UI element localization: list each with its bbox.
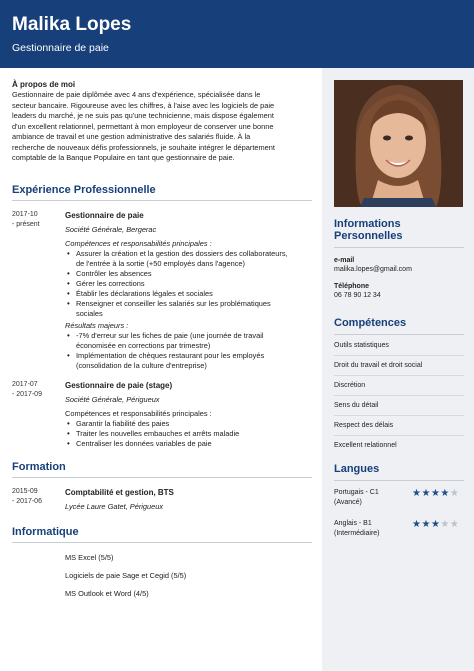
info-title-line: Personnelles	[334, 230, 403, 242]
divider	[334, 480, 464, 481]
list-item: • Établir les déclarations légales et sociales	[65, 289, 312, 299]
about-line: Gestionnaire de paie diplômée avec 4 ans d'expérience, spécialisée dans le	[12, 90, 261, 99]
experience-entry	[12, 210, 312, 371]
language-name	[334, 519, 412, 539]
entry-date-end: - présent	[12, 220, 40, 228]
skill-item: Respect des délais	[334, 422, 464, 436]
language-level: Portugais - C1	[334, 489, 379, 496]
about-text	[12, 90, 312, 164]
languages-title: Langues	[334, 463, 380, 475]
degree-title: Comptabilité et gestion, BTS	[65, 487, 174, 497]
language-level-desc: (Avancé)	[334, 499, 362, 506]
language-row	[334, 488, 464, 510]
computing-list	[65, 552, 312, 599]
list-item-continuation: sociales	[76, 308, 103, 318]
star-empty-icon: ★	[449, 488, 460, 499]
sidebar-content	[334, 218, 464, 541]
divider	[334, 334, 464, 335]
main-column	[12, 80, 312, 599]
education-entry	[12, 487, 312, 512]
info-title-line: Informations	[334, 218, 401, 230]
header-banner	[0, 0, 474, 68]
list-item: • -7% d'erreur sur les fiches de paie (une journée de travail	[65, 331, 312, 341]
job-title: Gestionnaire de paie (stage)	[65, 380, 173, 390]
list-item: • Renseigner et conseiller les salariés sur les problématiques	[65, 299, 312, 309]
computing-title: Informatique	[12, 526, 312, 543]
about-line: secteur bancaire. Rigoureuse avec les chiffres, à l'aise avec les logiciels de paie	[12, 100, 275, 110]
responsibilities-heading: Compétences et responsabilités principales :	[65, 238, 212, 248]
star-filled-icon: ★	[440, 488, 450, 499]
phone-label: Téléphone	[334, 283, 370, 290]
info-title	[334, 218, 464, 242]
about-line: d'un excellent relationnel, permettant à mon employeur de conserver une bonne	[12, 121, 274, 131]
email-value: malika.lopes@gmail.com	[334, 266, 412, 273]
skills-title: Compétences	[334, 317, 407, 329]
list-item: • Assurer la création et la gestion des dossiers des collaborateurs,	[65, 249, 312, 259]
about-line: ambiance de travail et une gestion administrative des salariés fluide. À la	[12, 132, 251, 141]
language-name	[334, 488, 412, 508]
entry-date-start: 2017-10	[12, 210, 38, 218]
language-rating	[412, 519, 459, 530]
experience-entry	[12, 380, 312, 449]
about-line: recherche de nouveaux défis professionnels, je souhaite intégrer le département	[12, 142, 275, 152]
responsibilities-list	[65, 249, 312, 319]
entry-date-start: 2017-07	[12, 380, 38, 388]
star-empty-icon: ★	[440, 519, 450, 530]
phone-value: 06 78 90 12 34	[334, 292, 381, 299]
education-title: Formation	[12, 461, 312, 478]
list-item: • Gérer les corrections	[65, 279, 312, 289]
about-title: À propos de moi	[12, 80, 76, 89]
results-list	[65, 331, 312, 371]
list-item: • Implémentation de chèques restaurant pour les employés	[65, 351, 312, 361]
entry-date-end: - 2017-09	[12, 390, 42, 398]
profile-photo	[334, 80, 463, 207]
language-rating	[412, 488, 459, 499]
computing-item: MS Excel (5/5)	[65, 552, 114, 562]
candidate-name: Malika Lopes	[12, 14, 132, 35]
language-level: Anglais - B1	[334, 520, 372, 527]
skill-item: Droit du travail et droit social	[334, 362, 464, 376]
entry-date-end: - 2017-06	[12, 497, 42, 505]
computing-item: MS Outlook et Word (4/5)	[65, 588, 149, 598]
list-item-continuation: de l'entrée à la sortie (+50 employés dans l'agence)	[76, 258, 246, 268]
star-filled-icon: ★	[421, 488, 431, 499]
list-item: • Centraliser les données variables de paie	[65, 439, 312, 449]
entry-date-start: 2015-09	[12, 487, 38, 495]
entry-date	[12, 210, 56, 230]
skill-item: Outils statistiques	[334, 342, 464, 356]
entry-date	[12, 380, 56, 400]
divider	[334, 247, 464, 248]
experience-title: Expérience Professionnelle	[12, 184, 312, 201]
job-company: Société Générale, Bergerac	[65, 224, 157, 234]
star-filled-icon: ★	[430, 519, 441, 530]
star-filled-icon: ★	[430, 488, 441, 499]
list-item: • Garantir la fiabilité des paies	[65, 419, 312, 429]
language-row	[334, 519, 464, 541]
skill-item: Discrétion	[334, 382, 464, 396]
star-empty-icon: ★	[449, 519, 460, 530]
computing-item: Logiciels de paie Sage et Cegid (5/5)	[65, 570, 187, 580]
candidate-role: Gestionnaire de paie	[12, 42, 109, 54]
job-title: Gestionnaire de paie	[65, 210, 144, 220]
responsibilities-list	[65, 419, 312, 449]
entry-date	[12, 487, 56, 507]
skill-item: Sens du détail	[334, 402, 464, 416]
star-filled-icon: ★	[421, 519, 431, 530]
list-item: • Contrôler les absences	[65, 269, 312, 279]
language-level-desc: (Intermédiaire)	[334, 530, 380, 537]
about-line: leaders du marché, je ne suis pas qu'une technicienne, mais dispose également	[12, 111, 274, 120]
email-label: e-mail	[334, 257, 355, 264]
about-line: comptable de la Banque Populaire en tant que gestionnaire de paie.	[12, 153, 235, 162]
list-item-continuation: (consolidation de la culture d'entreprise)	[76, 360, 207, 370]
list-item: • Traiter les nouvelles embauches et arrêts maladie	[65, 429, 312, 439]
responsibilities-heading: Compétences et responsabilités principales :	[65, 408, 212, 418]
list-item-continuation: économisée en corrections par trimestre)	[76, 340, 211, 350]
skill-item: Excellent relationnel	[334, 442, 397, 449]
job-company: Société Générale, Périgueux	[65, 394, 160, 404]
results-heading: Résultats majeurs :	[65, 320, 129, 330]
school-name: Lycée Laure Gatet, Périgueux	[65, 501, 164, 511]
star-filled-icon: ★	[412, 519, 422, 530]
star-filled-icon: ★	[412, 488, 422, 499]
